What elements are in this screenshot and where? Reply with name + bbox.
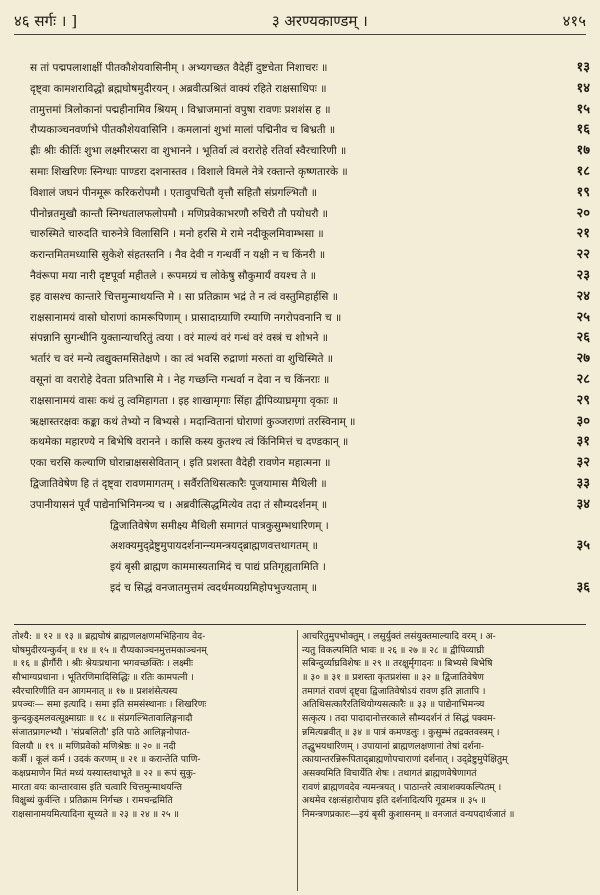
verse-line (30, 349, 590, 370)
commentary-line: ॥ १६ ॥ ह्रीर्गौरी । श्रीः श्रेयःप्रधाना भगवच्छक्तिः । लक्ष्मीः (12, 658, 193, 670)
verse-number: १३ (576, 60, 590, 75)
verse-line (30, 245, 590, 266)
verse-number: ३५ (576, 538, 590, 554)
commentary-line: तमागतं रावणं दृष्ट्वा द्विजातिवेषोऽयं रावण इति ज्ञातापि । (302, 685, 486, 697)
verse-number: १८ (576, 163, 590, 179)
verse-number: ३० (576, 413, 590, 429)
verse-number: ३४ (576, 496, 590, 512)
verse-line (30, 141, 590, 162)
verse-text: दृष्ट्वा कामशराविद्धो ब्रह्मघोषमुदीरयन् । अब्रवीत्प्रश्रितं वाक्यं रहिते राक्षसाधिपः ॥ (30, 82, 327, 95)
verse-text: एका चरसि कल्याणि घोरान्राक्षससेवितान् । इति प्रशस्ता वैदेही रावणेन महात्मना ॥ (30, 457, 331, 470)
verse-number: २४ (576, 288, 590, 304)
commentary-line: सौभाग्यप्रधाना । भूतिरणिमादिसिद्धिः ॥ रतिः कामपत्नी । (12, 672, 194, 684)
verse-number: २५ (576, 309, 590, 325)
verse-number: २६ (576, 330, 590, 346)
commentary-line: अथमेव रक्षःसंहारोपाय इति दर्शनादित्यपि गूढमत्र ॥ ३५ ॥ (302, 795, 486, 807)
verse-line (30, 183, 590, 204)
verse-number: २२ (576, 247, 590, 263)
verse-line (30, 474, 590, 495)
commentary-line: ॥ ३० ॥ ३१ ॥ प्रशस्ता कृतप्रशंसा ॥ ३२ ॥ द्विजातिवेषेण (302, 672, 484, 684)
verse-number: २८ (576, 371, 590, 387)
verse-text: इह वासश्च कान्तारे चित्तमुन्माथयन्ति मे । सा प्रतिक्राम भद्रं ते न त्वं वस्तुमिहार्हसि ॥ (30, 290, 339, 303)
page-header (14, 8, 586, 35)
verse-line (30, 557, 590, 578)
sarga-marker: ४६ सर्गः । ] (14, 12, 78, 30)
verse-text: इदं च सिद्धं वनजातमुत्तमं त्वदर्थमव्यग्रमिहोपभुज्यताम् ॥ (110, 581, 318, 594)
verse-number: २० (576, 205, 590, 221)
verse-line (30, 328, 590, 349)
verse-text: पीनोन्नतमुखौ कान्तौ स्निग्धतालफलोपमौ । मणिप्रवेकाभरणौ रुचिरौ तौ पयोधरौ ॥ (30, 207, 328, 220)
commentary-divider (14, 624, 586, 625)
verse-text: संपन्नानि सुगन्धीनि युक्तान्याचरितुं त्वया । वरं माल्यं वरं गन्धं वरं वस्त्रं च शोभने ॥ (30, 332, 329, 345)
verse-line (30, 453, 590, 474)
verse-text: उपानीयासनं पूर्वं पाद्येनाभिनिमन्त्र्य च । अब्रवीत्सिद्धमित्येव तदा तं सौम्यदर्शनम् ॥ (30, 498, 328, 511)
verse-text: विशालं जघनं पीनमूरू करिकरोपमौ । एतावुपचितौ वृत्तौ सहितौ संप्रगल्भितौ ॥ (30, 186, 318, 199)
verse-text: इयं बृसी ब्राह्मण काममास्यतामिदं च पाद्यं प्रतिगृह्यतामिति । (110, 561, 326, 574)
verse-number: १९ (576, 184, 590, 200)
commentary-line: आचरितुमुपभोक्तुम् । लसुर्युक्तं लसंयुक्तमाल्यादि वरम् । अ- (302, 631, 496, 642)
verse-line (30, 58, 590, 79)
verse-line (30, 162, 590, 183)
commentary-line: स्वैरचारिणीति वन आगमनात् ॥ १७ ॥ प्रशशंसेत्यस्य (12, 685, 178, 697)
verse-text: द्विजातिवेषेण हि तं दृष्ट्वा रावणमागतम् । सर्वैरतिथिसत्कारैः पूजयामास मैथिली ॥ (30, 477, 327, 490)
commentary-line: न्यतु विकल्पमिति भावः ॥ २६ ॥ २७ ॥ २८ ॥ द्वीपिव्याघ्री (302, 644, 485, 656)
commentary-line: तद्धुभयधारिणम् । उपायानां ब्राह्मणलक्षणानां तेषां दर्शना- (302, 740, 485, 752)
commentary-line: विलयौ ॥ १९ ॥ मणिप्रवेको मणिश्रेष्ठः ॥ २० ॥ नदी (12, 740, 176, 752)
commentary-line: कर्त्री । कूलं कर्म । उदकं करणम् ॥ २१ ॥ करान्तेति पाणि- (12, 754, 201, 766)
verse-number: २९ (576, 392, 590, 408)
verse-number: ३१ (576, 434, 590, 450)
verse-line (30, 287, 590, 308)
verse-line (30, 266, 590, 287)
commentary-line: राक्षसानामयमित्यादिना सूच्यते ॥ २३ ॥ २४ ॥ २५ ॥ (12, 808, 180, 820)
verse-text: अशक्यमुद्द्रेष्टुमुपायदर्शनान्न्यमन्त्रयद्ब्राह्मणवत्तथागतम् ॥ (110, 540, 318, 553)
verse-text: राक्षसानामयं वासः कथं तु त्वमिहागता । इह शाखामृगाः सिंहा द्वीपिव्याघ्रमृगा वृकाः ॥ (30, 394, 339, 407)
commentary-line: निमन्त्रणप्रकारः—इयं बृसी कुशासनम् ॥ वनजातं वन्यपदार्थजातं ॥ (302, 808, 515, 820)
commentary-line: असक्यमिति विचार्येति शेषः । तथागतं ब्राह्मणवेषेणागतं (302, 767, 477, 779)
verse-text: ऋक्षास्तरक्षवः कङ्का कथं तेभ्यो न बिभ्यसे । मदान्वितानां घोराणां कुञ्जराणां तरस्विनाम् ॥ (30, 415, 356, 428)
commentary-right-column (302, 630, 590, 891)
commentary-line: त्कायान्तरन्निरूपिताद्ब्राह्मणोपचाराणां दर्शनात् । उद्द्रेष्टुमुपेक्षितुम् (302, 754, 508, 766)
kanda-title: ३ अरण्यकाण्डम् । (271, 12, 368, 30)
verse-line (30, 120, 590, 141)
verse-text: राक्षसानामयं वासो घोराणां कामरूपिणाम् । प्रासादाग्र्याणि रम्याणि नगरोपवनानि च ॥ (30, 311, 342, 324)
commentary-line: न्नमित्यब्रवीत् ॥ ३४ ॥ पात्रं कमण्डलुः । कुसुम्भं तद्रक्तवस्त्रम् । (302, 726, 500, 738)
verse-text: भर्तारं च वरं मन्ये त्वद्युक्तमसितेक्षणे । का त्वं भवसि रुद्राणां मरुतां वा शुचिस्मिते ॥ (30, 353, 334, 366)
verse-line (30, 578, 590, 599)
verse-text: ह्रीः श्रीः कीर्तिः शुभा लक्ष्मीरप्सरा वा शुभानने । भूतिर्वा त्वं वरारोहे रतिर्वा स्वैरचारिणी ॥ (30, 145, 347, 158)
commentary-line: घोषमुदीरयन्कुर्वन् ॥ १४ ॥ १५ ॥ रौप्यकाञ्चनमुत्तमकाञ्चनम् (12, 644, 207, 656)
verse-number: ३६ (576, 579, 590, 595)
commentary-line: सबिन्दुर्व्याघ्रविशेषः ॥ २९ ॥ तरक्षुर्मृगादनः ॥ बिभ्यसे बिभेषि (302, 658, 493, 670)
verse-block (30, 58, 590, 599)
verse-line (30, 516, 590, 537)
verse-line (30, 412, 590, 433)
verse-text: समाः शिखरिणः स्निग्धाः पाण्डरा दशनास्तव । विशाले विमले नेत्रे रक्तान्ते कृष्णतारके ॥ (30, 165, 348, 178)
verse-line (30, 432, 590, 453)
verse-number: २३ (576, 267, 590, 283)
verse-number: २१ (576, 226, 590, 242)
commentary-line: तोश्यै: ॥ १२ ॥ १३ ॥ ब्रह्मघोषं ब्राह्मणलक्षणमभिहिनाय वेद- (12, 631, 206, 642)
verse-line (30, 370, 590, 391)
verse-number: २७ (576, 351, 590, 367)
verse-text: तामुत्तमां त्रिलोकानां पद्महीनामिव श्रियम् । विभ्राजमानां वपुषा रावणः प्रशशंस ह ॥ (30, 103, 331, 116)
commentary-line: विक्षुब्धं कुर्वन्ति । प्रतिक्राम निर्गच्छ । रामचन्द्रमिति (12, 795, 173, 807)
commentary-line: कुन्दकुड्मलवत्सूक्ष्माग्राः ॥ १८ ॥ संप्रगल्भितावालिङ्गनादौ (12, 713, 193, 725)
verse-number: १४ (576, 80, 590, 96)
verse-number: १६ (576, 122, 590, 138)
verse-text: स तां पद्मपलाशाक्षीं पीतकौशेयवासिनीम् । अभ्यगच्छत वैदेहीं दुष्टचेता निशाचरः ॥ (30, 62, 328, 74)
verse-line (30, 204, 590, 225)
commentary-line: प्रपञ्चः— समा इत्यादि । समा इति समसंस्थानाः । शिखरिणः (12, 699, 207, 711)
verse-text: चारुस्मिते चारुदति चारुनेत्रे विलासिनि । मनो हरसि मे रामे नदीकूलमिवाम्भसा ॥ (30, 228, 324, 241)
commentary-line: मारता वयः कान्तारवास इति चत्वारि चित्तमुन्माथयन्ति (12, 781, 182, 793)
verse-line (30, 391, 590, 412)
commentary-line: कक्षप्रमाणेन मितं मध्यं यस्यास्तथाभूते ॥ २२ ॥ रूपं सुकु- (12, 767, 196, 779)
commentary-line: सत्कृत्य । तदा पादादानोत्तरकाले सौम्यदर्शनं तं सिद्धं पक्वम- (302, 713, 496, 725)
verse-text: द्विजातिवेषेण समीक्ष्य मैथिली समागतं पात्रकुसुम्भधारिणम् । (110, 519, 329, 532)
verse-number: १५ (576, 101, 590, 117)
verse-text: वसूनां वा वरारोहे देवता प्रतिभासि मे । नेह गच्छन्ति गन्धर्वा न देवा न च किंनराः ॥ (30, 373, 330, 386)
verse-number (550, 516, 590, 537)
verse-number: ३३ (576, 475, 590, 491)
verse-line (30, 495, 590, 516)
verse-text: कथमेका महारण्ये न बिभेषि वरानने । कासि कस्य कुतश्च त्वं किंनिमित्तं च दण्डकान् ॥ (30, 436, 349, 449)
verse-line (30, 224, 590, 245)
verse-line (30, 536, 590, 557)
commentary-line: रावणं ब्राह्मणवदेव न्यमन्त्रयत् । पाठान्तरे त्वत्राशक्यकल्पितम् । (302, 781, 502, 793)
column-rule (297, 630, 298, 891)
commentary-line: संजातप्रागल्भ्यौ । 'संप्रबलितौ' इति पाठे आलिङ्गनोपात- (12, 726, 190, 738)
verse-text: करान्तमितमध्यासि सुकेशे संहतस्तनि । नैव देवी न गन्धर्वी न यक्षी न च किंनरी ॥ (30, 249, 326, 262)
page-number: ४१५ (562, 12, 586, 30)
commentary-left-column (12, 630, 294, 891)
verse-number (550, 557, 590, 578)
verse-number: ३२ (576, 455, 590, 471)
verse-line (30, 79, 590, 100)
verse-text: नैवंरूपा मया नारी दृष्टपूर्वा महीतले । रूपमग्र्यं च लोकेषु सौकुमार्यं वयश्च ते ॥ (30, 269, 317, 282)
verse-text: रौप्यकाञ्चनवर्णाभे पीतकौशेयवासिनि । कमलानां शुभां मालां पद्मिनीव च बिभ्रती ॥ (30, 124, 336, 137)
commentary-line: अतिथिसत्कारैरतिथियोग्यसत्कारैः ॥ ३३ ॥ पाद्येनाभिमन्त्र्य (302, 699, 485, 711)
verse-line (30, 308, 590, 329)
verse-number: १७ (576, 143, 590, 159)
verse-line (30, 100, 590, 121)
